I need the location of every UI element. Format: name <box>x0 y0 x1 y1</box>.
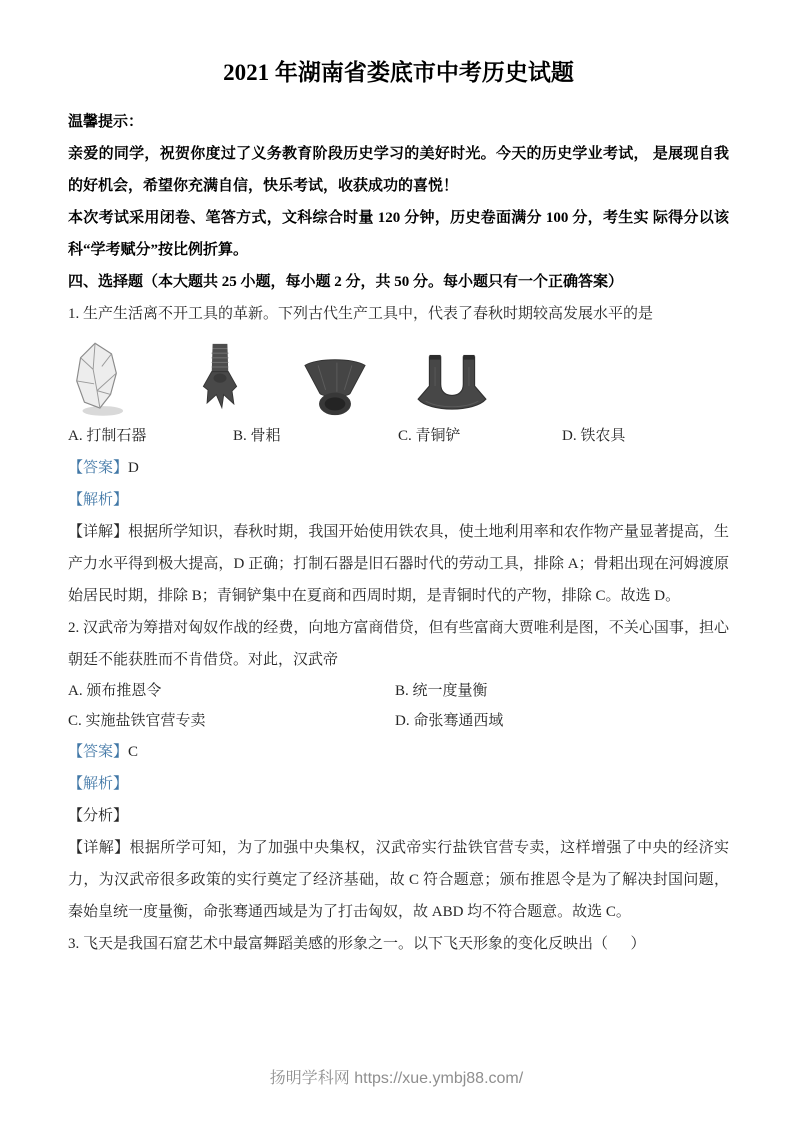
option-c: C. 实施盐铁官营专卖 <box>68 713 206 729</box>
option-b: B. 骨耜 <box>233 428 281 444</box>
question-1-figures <box>68 336 729 418</box>
question-2-analysis2-label: 【分析】 <box>68 808 129 824</box>
option-d: D. 命张骞通西域 <box>395 713 504 729</box>
bronze-shovel-image <box>299 356 371 418</box>
page-title: 2021 年湖南省娄底市中考历史试题 <box>223 60 574 85</box>
iron-farm-tool-image <box>416 354 488 418</box>
answer-value: C <box>128 744 139 760</box>
question-3-text: 3. 飞天是我国石窟艺术中最富舞蹈美感的形象之一。以下飞天形象的变化反映出（ ） <box>68 936 646 952</box>
question-1-detail: 【详解】根据所学知识，春秋时期，我国开始使用铁农具，使土地利用率和农作物产量显著提高，生产力水平得到极大提高，D 正确；打制石器是旧石器时代的劳动工具，排除 A；骨耜出现在河姆渡原始居民时期，排除 B；青铜铲集中在夏商和西周时期，是青铜时代的产物，排除 C。故选 D。 <box>68 524 729 604</box>
question-2-text: 2. 汉武帝为筹措对匈奴作战的经费，向地方富商借贷，但有些富商大贾唯利是图，不关心国事，担心朝廷不能获胜而不肯借贷。对此，汉武帝 <box>68 620 729 668</box>
question-1-text: 1. 生产生活离不开工具的革新。下列古代生产工具中，代表了春秋时期较高发展水平的是 <box>68 306 654 322</box>
site-footer <box>0 1065 793 1088</box>
question-1-options <box>68 420 729 452</box>
footer-site-link[interactable]: 扬明学科网 https://xue.ymbj88.com/ <box>269 1070 524 1087</box>
section-heading: 四、选择题（本大题共 25 小题，每小题 2 分，共 50 分。每小题只有一个正确答案） <box>68 274 624 290</box>
bone-spade-image <box>196 340 244 418</box>
option-a: A. 颁布推恩令 <box>68 683 162 699</box>
question-2-analysis-label: 【解析】 <box>68 776 129 792</box>
chipped-stone-tool-image <box>68 340 126 418</box>
option-c: C. 青铜铲 <box>398 428 461 444</box>
option-b: B. 统一度量衡 <box>395 683 488 699</box>
notice-paragraph-1: 亲爱的同学，祝贺你度过了义务教育阶段历史学习的美好时光。今天的历史学业考试， 是展现自我的好机会，希望你充满自信，快乐考试，收获成功的喜悦！ <box>68 146 729 194</box>
notice-paragraph-2: 本次考试采用闭卷、笔答方式，文科综合时量 120 分钟，历史卷面满分 100 分，考生实 际得分以该科“学考赋分”按比例折算。 <box>68 210 729 258</box>
question-1-answer <box>68 452 729 484</box>
answer-label: 【答案】 <box>68 460 129 476</box>
question-1-analysis-label: 【解析】 <box>68 492 129 508</box>
question-2-detail: 【详解】根据所学可知，为了加强中央集权，汉武帝实行盐铁官营专卖，这样增强了中央的经济实力，为汉武帝很多政策的实行奠定了经济基础，故 C 符合题意；颁布推恩令是为了解决封国问题，秦始皇统一度量衡，命张骞通西域是为了打击匈奴，故 ABD 均不符合题意。故选 C。 <box>68 840 729 920</box>
question-2-options <box>68 676 729 736</box>
question-2-answer <box>68 736 729 768</box>
notice-heading: 温馨提示： <box>68 114 144 130</box>
answer-label: 【答案】 <box>68 744 129 760</box>
option-d: D. 铁农具 <box>562 428 626 444</box>
answer-value: D <box>128 460 139 476</box>
option-a: A. 打制石器 <box>68 428 147 444</box>
